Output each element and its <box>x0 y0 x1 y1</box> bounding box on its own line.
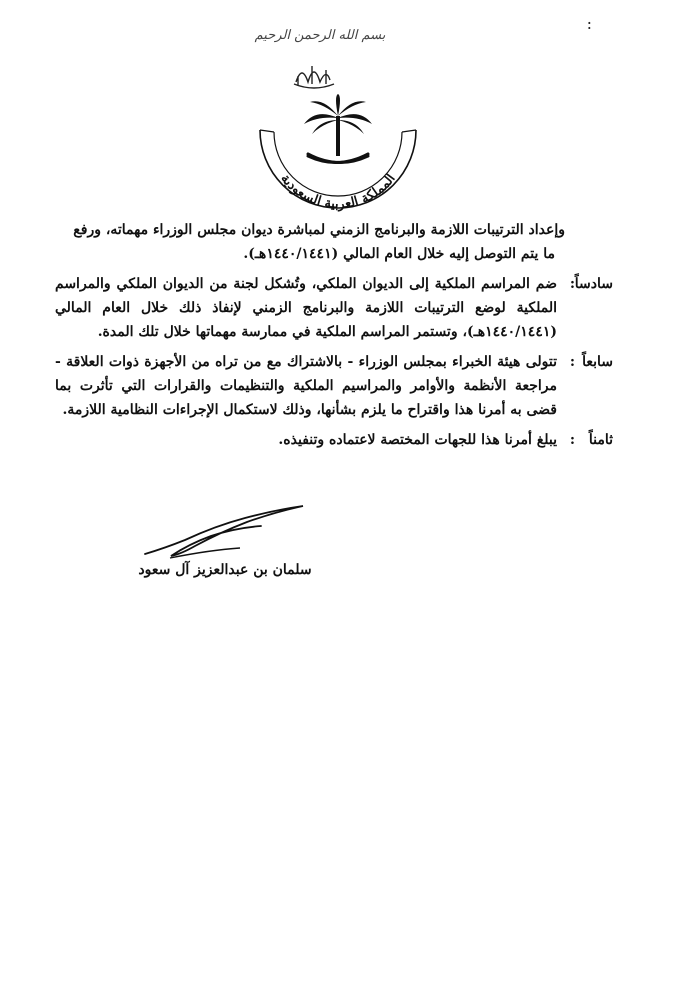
intro-line: وإعداد الترتيبات اللازمة والبرنامج الزمني لمباشرة ديوان مجلس الوزراء مهماته، ورفع <box>73 222 565 238</box>
palm-tree-icon <box>304 94 372 156</box>
clause-label: ثامناً <box>588 432 613 448</box>
handwritten-signature <box>140 500 310 560</box>
emblem-ring-text: المملكة العربية السعودية <box>277 171 399 212</box>
clause-colon: : <box>569 354 575 370</box>
clause-text: تتولى هيئة الخبراء بمجلس الوزراء - بالاشتراك مع من تراه من الأجهزة ذوات العلاقة - مراجعة الأنظمة والأوامر والمراسيم الملكية والتنظيمات والقرارات التي تأثرت بما قضى به أمرنا هذا واقتراح ما يلزم بشأنها، وذلك لاستكمال الإجراءات النظامية اللازمة. <box>55 354 557 418</box>
decree-body <box>55 218 613 452</box>
basmala: بسم الله الرحمن الرحيم <box>254 28 386 43</box>
corner-mark: : <box>586 14 592 33</box>
intro-paragraph <box>55 218 565 266</box>
clause-text: يبلغ أمرنا هذا للجهات المختصة لاعتماده وتنفيذه. <box>278 432 557 448</box>
svg-text:المملكة العربية السعودية <box>277 171 398 212</box>
clause-text: ضم المراسم الملكية إلى الديوان الملكي، وتُشكل لجنة من الديوان الملكي والمراسم الملكية لوضع الترتيبات اللازمة والبرنامج الزمني لإنفاذ ذلك خلال العام المالي (١٤٤٠/١٤٤١هـ)، وتستمر المراسم الملكية في ممارسة مهماتها خلال تلك المدة. <box>55 276 557 340</box>
shahada-calligraphy <box>294 66 334 88</box>
clause-eighth <box>55 428 613 452</box>
clause-colon: : <box>569 276 575 292</box>
clause-seventh <box>55 350 613 422</box>
clause-sixth <box>55 272 613 344</box>
intro-line: ما يتم التوصل إليه خلال العام المالي (١٤٤٠/١٤٤١هـ). <box>243 246 555 262</box>
signatory-name: سلمان بن عبدالعزيز آل سعود <box>138 562 312 578</box>
saudi-emblem <box>238 52 438 212</box>
clause-colon: : <box>569 432 575 448</box>
clause-label: سابعاً <box>582 354 613 370</box>
clause-label: سادساً <box>574 276 613 292</box>
